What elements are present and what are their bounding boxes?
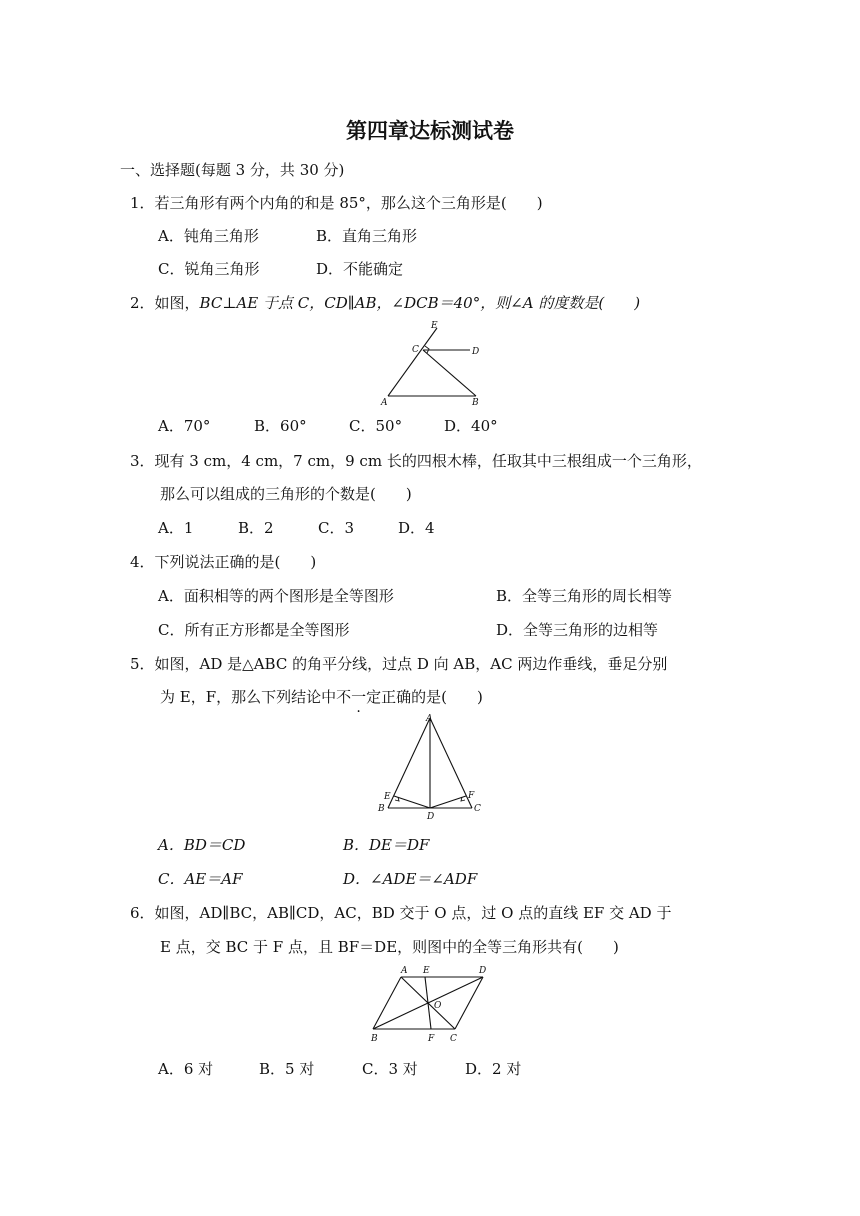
q6-line-dc	[455, 977, 483, 1029]
q5-label-c: C	[474, 804, 481, 814]
q1-option-a: A．钝角三角形	[158, 227, 259, 245]
q1-option-c: C．锐角三角形	[158, 260, 260, 278]
q5-figure	[370, 710, 490, 825]
q6-label-o: O	[434, 1001, 442, 1011]
page-title: 第四章达标测试卷	[346, 119, 514, 143]
q3-stem-line1: 3．现有 3 cm，4 cm，7 cm，9 cm 长的四根木棒，任取其中三根组成一个三角形，	[130, 452, 702, 470]
q4-option-d: D．全等三角形的边相等	[496, 621, 659, 639]
q6-stem-line2: E 点，交 BC 于 F 点，且 BF＝DE，则图中的全等三角形共有( )	[160, 938, 619, 956]
q5-stem-line1: 5．如图，AD 是△ABC 的角平分线，过点 D 向 AB，AC 两边作垂线，垂足分别	[130, 655, 668, 673]
q5-label-a: A	[426, 714, 433, 724]
q6-option-a: A．6 对	[158, 1060, 214, 1078]
q2-stem-prefix: 2．如图，	[130, 294, 200, 312]
q2-label-a: A	[381, 398, 388, 408]
q5-option-b: B．DE＝DF	[343, 836, 430, 854]
q2-stem	[130, 293, 640, 313]
q5-stem-post: 正确的是( )	[381, 688, 483, 706]
q6-option-d: D．2 对	[465, 1060, 522, 1078]
q3-option-c: C．3	[318, 519, 355, 537]
q6-label-d: D	[479, 966, 487, 976]
q2-label-b: B	[472, 398, 479, 408]
q5-right-angle-e	[395, 797, 399, 801]
q5-line-df	[430, 796, 466, 808]
q6-line-ab	[373, 977, 401, 1029]
q3-option-a: A．1	[158, 519, 194, 537]
q6-label-e: E	[423, 966, 430, 976]
q2-option-d: D．40°	[444, 417, 498, 435]
q1-option-b: B．直角三角形	[316, 227, 418, 245]
q2-stem-main: BC⊥AE 于点 C，CD∥AB，∠DCB＝40°，则∠A 的度数是( )	[199, 294, 641, 312]
q6-label-f: F	[428, 1034, 435, 1044]
q1-option-d: D．不能确定	[316, 260, 404, 278]
q3-stem-line2: 那么可以组成的三角形的个数是( )	[160, 485, 412, 503]
q4-option-c: C．所有正方形都是全等图形	[158, 621, 350, 639]
q6-label-c: C	[450, 1034, 457, 1044]
q6-option-b: B．5 对	[259, 1060, 315, 1078]
q6-label-a: A	[401, 966, 408, 976]
q5-label-d: D	[427, 812, 435, 822]
q2-line-cb	[423, 350, 476, 396]
section-heading: 一、选择题(每题 3 分，共 30 分)	[120, 161, 345, 179]
q5-right-angle-f	[461, 797, 465, 801]
q2-option-c: C．50°	[349, 417, 403, 435]
q5-stem-line2	[160, 687, 483, 707]
q5-label-e: E	[384, 792, 391, 802]
q5-option-a: A．BD＝CD	[158, 836, 246, 854]
q1-stem: 1．若三角形有两个内角的和是 85°，那么这个三角形是( )	[130, 194, 543, 212]
q2-label-e: E	[431, 321, 438, 331]
q6-option-c: C．3 对	[362, 1060, 418, 1078]
q6-label-b: B	[371, 1034, 378, 1044]
q4-option-b: B．全等三角形的周长相等	[496, 587, 673, 605]
q4-option-a: A．面积相等的两个图形是全等图形	[158, 587, 394, 605]
q6-line-ef	[425, 977, 431, 1029]
q5-option-c: C．AE＝AF	[158, 870, 243, 888]
q5-label-b: B	[378, 804, 385, 814]
q2-option-b: B．60°	[254, 417, 307, 435]
q6-figure	[365, 962, 500, 1048]
q2-option-a: A．70°	[158, 417, 211, 435]
q4-stem: 4．下列说法正确的是( )	[130, 553, 317, 571]
q5-label-f: F	[468, 791, 475, 801]
q5-line-de	[394, 796, 430, 808]
q5-stem-pre: 为 E，F，那么下列结论中	[160, 688, 337, 706]
q2-label-d: D	[472, 347, 480, 357]
q3-option-d: D．4	[398, 519, 435, 537]
q5-line-ab	[388, 718, 430, 808]
q2-label-c: C	[412, 345, 419, 355]
q5-line-ac	[430, 718, 472, 808]
q5-emphasis: 不一定	[336, 688, 382, 706]
q3-option-b: B．2	[238, 519, 274, 537]
q2-line-ea	[388, 328, 437, 396]
q6-stem-line1: 6．如图，AD∥BC，AB∥CD，AC，BD 交于 O 点，过 O 点的直线 EF 交 AD 于	[130, 904, 672, 922]
q5-option-d: D．∠ADE＝∠ADF	[343, 870, 478, 888]
q2-figure	[375, 316, 490, 408]
